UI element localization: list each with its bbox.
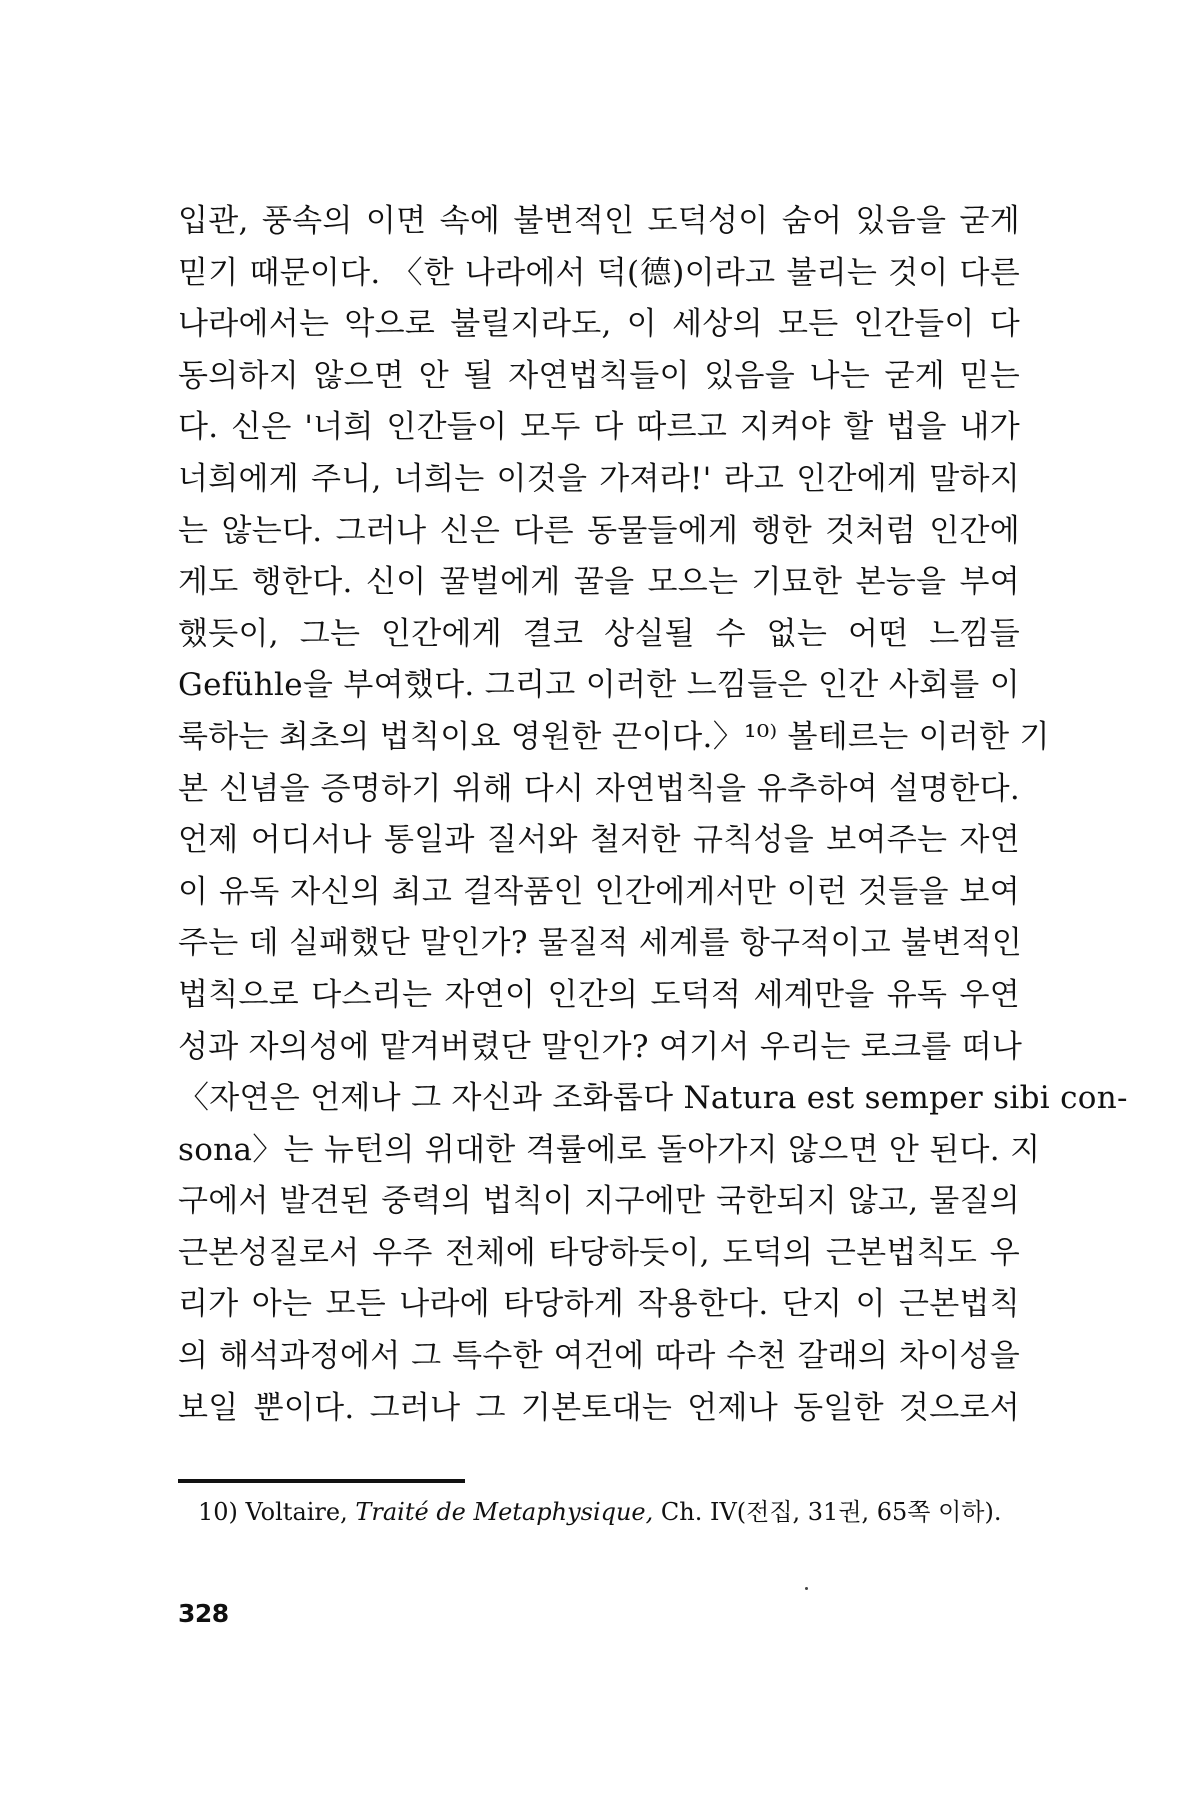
text-line: 본 신념을 증명하기 위해 다시 자연법칙을 유추하여 설명한다. [178,770,1020,807]
text-line: 법칙으로 다스리는 자연이 인간의 도덕적 세계만을 유독 우연 [178,976,1020,1013]
text-line: 동의하지 않으면 안 될 자연법칙들이 있음을 나는 굳게 믿는 [178,357,1020,394]
text-line: 보일 뿐이다. 그러나 그 기본토대는 언제나 동일한 것으로서 [178,1389,1020,1426]
text-line: Gefühle을 부여했다. 그리고 이러한 느낌들은 인간 사회를 이 [178,667,1020,704]
footnote-reference: Ch. IV(전집, 31권, 65쪽 이하). [660,1498,1002,1526]
print-speck [805,1587,808,1590]
text-line: 언제 어디서나 통일과 질서와 철저한 규칙성을 보여주는 자연 [178,822,1020,859]
text-line: 주는 데 실패했단 말인가? 물질적 세계를 항구적이고 불변적인 [178,925,1023,962]
text-line: 나라에서는 악으로 불릴지라도, 이 세상의 모든 인간들이 다 [178,306,1020,343]
text-line: 성과 자의성에 맡겨버렸단 말인가? 여기서 우리는 로크를 떠나 [178,1028,1023,1065]
text-line: 〈자연은 언제나 그 자신과 조화롭다 Natura est semper sibi con- [178,1080,1128,1117]
text-line: 이 유독 자신의 최고 걸작품인 인간에게서만 이런 것들을 보여 [178,873,1020,910]
text-line: 리가 아는 모든 나라에 타당하게 작용한다. 단지 이 근본법칙 [178,1286,1020,1323]
footnote-divider [178,1479,465,1483]
text-line: 의 해석과정에서 그 특수한 여건에 따라 수천 갈래의 차이성을 [178,1338,1020,1375]
text-line: 했듯이, 그는 인간에게 결코 상실될 수 없는 어떤 느낌들 [178,615,1020,652]
text-line: 게도 행한다. 신이 꿀벌에게 꿀을 모으는 기묘한 본능을 부여 [178,564,1020,601]
footnote-author: Voltaire, [245,1498,348,1526]
footnote-title: Traité de Metaphysique, [355,1498,654,1526]
page-number: 328 [178,1599,229,1628]
text-line: 룩하는 최초의 법칙이요 영원한 끈이다.〉¹⁰⁾ 볼테르는 이러한 기 [178,718,1050,755]
body-text [178,196,1128,1434]
text-line: 는 않는다. 그러나 신은 다른 동물들에게 행한 것처럼 인간에 [178,512,1020,549]
text-line: 너희에게 주니, 너희는 이것을 가져라!' 라고 인간에게 말하지 [178,460,1020,497]
text-line: 다. 신은 '너희 인간들이 모두 다 따르고 지켜야 할 법을 내가 [178,409,1020,446]
text-line: 근본성질로서 우주 전체에 타당하듯이, 도덕의 근본법칙도 우 [178,1234,1020,1271]
text-line: 입관, 풍속의 이면 속에 불변적인 도덕성이 숨어 있음을 굳게 [178,203,1020,239]
text-line: 믿기 때문이다. 〈한 나라에서 덕(德)이라고 불리는 것이 다른 [178,254,1020,291]
footnote [198,1495,1001,1529]
text-line: 구에서 발견된 중력의 법칙이 지구에만 국한되지 않고, 물질의 [178,1183,1020,1220]
footnote-number: 10) [198,1498,238,1526]
text-line: sona〉는 뉴턴의 위대한 격률에로 돌아가지 않으면 안 된다. 지 [178,1131,1041,1168]
